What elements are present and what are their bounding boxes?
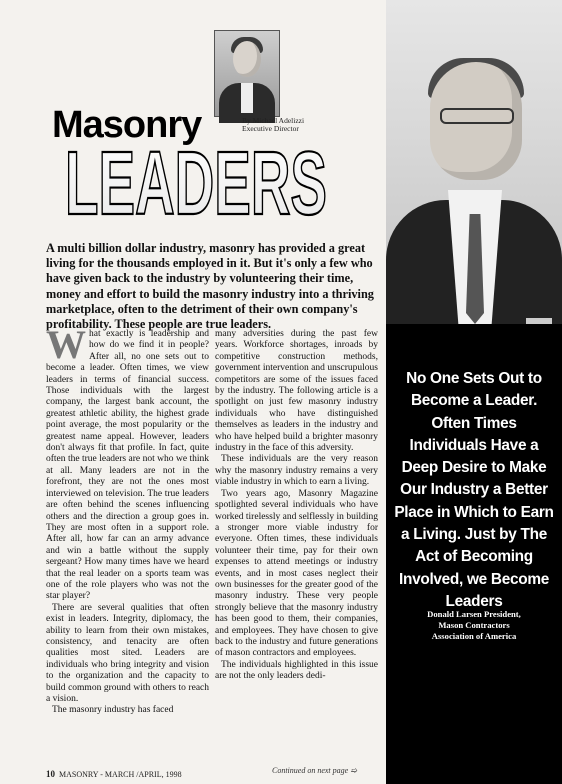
body-paragraph: The masonry industry has faced — [52, 705, 174, 716]
body-paragraph: These individuals are the very reason why the masonry industry remains a very viable industry in which to earn a living. — [215, 454, 378, 488]
intro-paragraph: A multi billion dollar industry, masonry has provided a great living for the thousands employed in it. But it's only a few who have given back to the industry by volunteering their time, money and effort to build the masonry industry into a thriving marketplace, often to the detriment of their own company's profitability. These people are true leaders. — [46, 241, 374, 332]
body-paragraph: The individuals highlighted in this issue are not the only leaders dedi- — [215, 659, 378, 682]
author-headshot — [214, 30, 280, 117]
arrow-icon: ➯ — [350, 766, 357, 775]
title-leaders — [62, 134, 330, 234]
publication-line: MASONRY - MARCH /APRIL, 1998 — [59, 770, 182, 779]
title-masonry: Masonry — [52, 104, 202, 146]
featured-portrait — [386, 0, 562, 324]
quote-attribution: Donald Larsen President, Mason Contractors Association of America — [427, 609, 521, 641]
drop-cap: W — [46, 322, 86, 367]
byline-role: Executive Director — [242, 124, 299, 133]
pull-quote-panel — [386, 324, 562, 784]
body-column-2 — [215, 329, 378, 683]
body-paragraph: There are several qualities that often exist in leaders. Integrity, diplomacy, the ability to learn from their own mistakes, consistency, and tenacity are often qualities most sited. Leaders are individuals who bring integrity and vision to the organization and the capacity to build common ground with others to reach a vision. — [46, 602, 209, 704]
body-paragraph: many adversities during the past few years. Workforce shortages, inroads by competitive construction methods, government intervention and unscrupulous competitors are some of the issues faced by the industry. The following article is a spotlight on just few masonry industry individuals who have distinguished themselves as leaders in the industry and who have helped build a brighter masonry industry in the face of this adversity. — [215, 329, 378, 454]
byline — [242, 117, 304, 133]
page-footer — [46, 769, 182, 779]
page-number: 10 — [46, 769, 55, 779]
title-leaders-text: LEADERS — [65, 134, 327, 234]
continued-notice: Continued on next page ➯ — [272, 766, 357, 775]
pull-quote: No One Sets Out to Become a Leader. Often Times Individuals Have a Deep Desire to Make Our Industry a Better Place in Which to Earn a Living. Just by The Act of Becoming Involved, we Become Leaders — [394, 370, 554, 610]
body-column-1 — [46, 322, 209, 717]
byline-author: By Michael Adelizzi — [242, 116, 305, 125]
body-paragraph: Two years ago, Masonry Magazine spotlighted several individuals who have worked tirelessly and selflessly in building a stronger more viable industry for everyone. Often times, these individuals volunteer their time, pay for their own expenses to attend meetings or industry events, and in most cases neglect their own businesses for the greater good of the masonry industry. These very people strongly believe that the masonry industry has been good to them, their companies, and employees. They have chosen to give back to the industry and future generations of mason contractors and employees. — [215, 488, 378, 659]
body-paragraph: hat exactly is leadership and how do we find it in people? After all, no one sets out to become a leader. Often times, we view leaders in terms of financial success. Those individuals with the largest company, the largest bank account, the greatest athletic ability, the highest grade point average, the most popularity or the greatest name appeal. However, leaders don't always fit that profile. In fact, quite often the true leaders are not who we think at all. Many leaders are not in the forefront, they are not the ones most interviewed on television. The true leaders are often behind the scenes influencing others and the direction a group goes in. They are most often in a support role. After all, how far can an army advance and win a battle without the supply sergeant? How many times have we heard that the real leader on a sports team was one of the role players who was not the star player? — [46, 329, 209, 602]
